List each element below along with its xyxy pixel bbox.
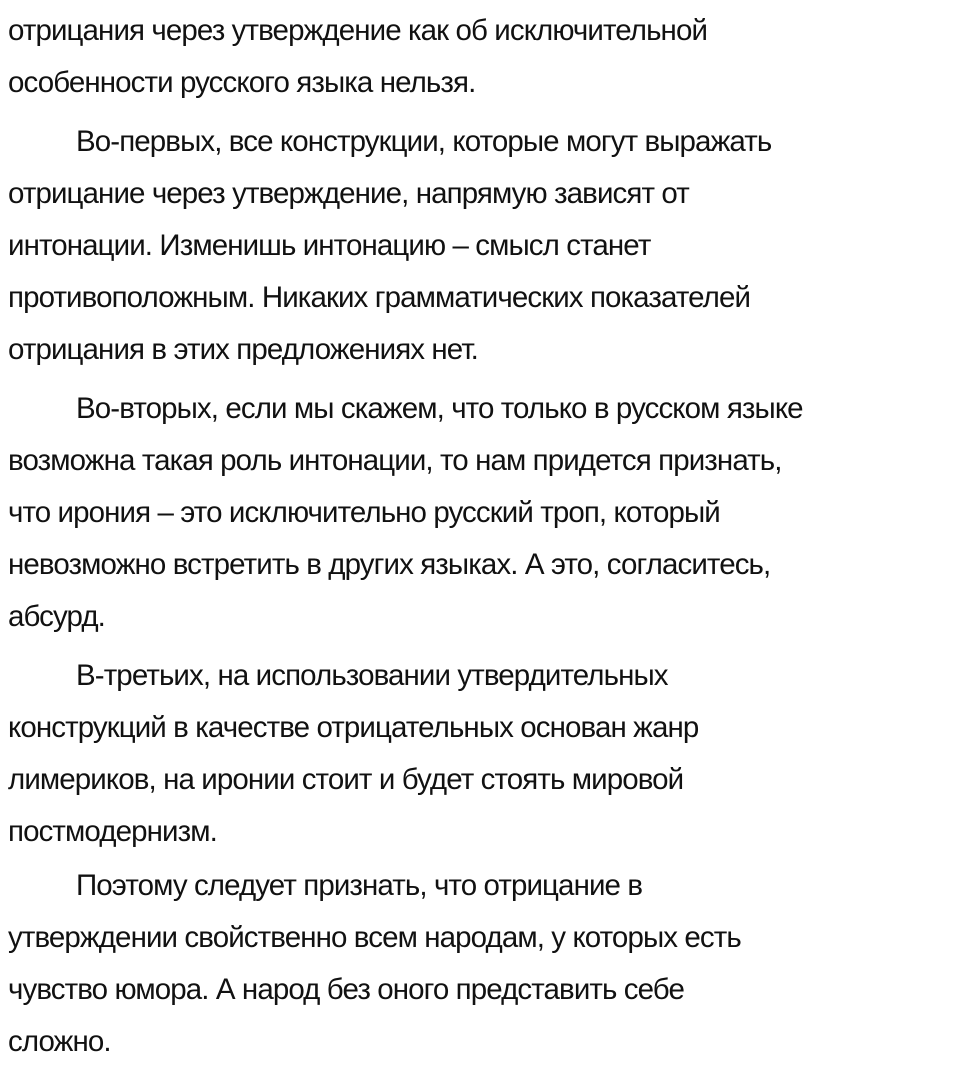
text-line: невозможно встретить в других языках. А это, согласитесь,	[8, 548, 771, 581]
text-line: противоположным. Никаких грамматических показателей	[8, 281, 751, 314]
text-line: отрицание через утверждение, напрямую зависят от	[8, 177, 689, 210]
paragraph-second-point	[8, 383, 960, 643]
text-line: лимериков, на иронии стоит и будет стоять мировой	[8, 763, 684, 796]
text-line: абсурд.	[8, 600, 105, 633]
text-line: В-третьих, на использовании утвердительных	[76, 659, 668, 692]
text-line: отрицания через утверждение как об исключительной	[8, 14, 708, 47]
text-line: особенности русского языка нельзя.	[8, 66, 476, 99]
text-line: постмодернизм.	[8, 815, 217, 848]
text-line: интонации. Изменишь интонацию – смысл станет	[8, 229, 651, 262]
text-line: сложно.	[8, 1025, 111, 1058]
text-line: возможна такая роль интонации, то нам придется признать,	[8, 444, 782, 477]
text-line: Во-вторых, если мы скажем, что только в русском языке	[76, 392, 803, 425]
text-line: Во-первых, все конструкции, которые могут выражать	[76, 125, 772, 158]
paragraph-third-point	[8, 650, 960, 858]
text-line: утверждении свойственно всем народам, у которых есть	[8, 921, 741, 954]
text-line: что ирония – это исключительно русский троп, который	[8, 496, 720, 529]
text-line: отрицания в этих предложениях нет.	[8, 333, 478, 366]
text-line: чувство юмора. А народ без оного представить себе	[8, 973, 684, 1006]
paragraph-first-point	[8, 116, 960, 376]
text-line: Поэтому следует признать, что отрицание в	[76, 869, 643, 902]
paragraph-continuation	[8, 5, 960, 109]
text-line: конструкций в качестве отрицательных основан жанр	[8, 711, 699, 744]
